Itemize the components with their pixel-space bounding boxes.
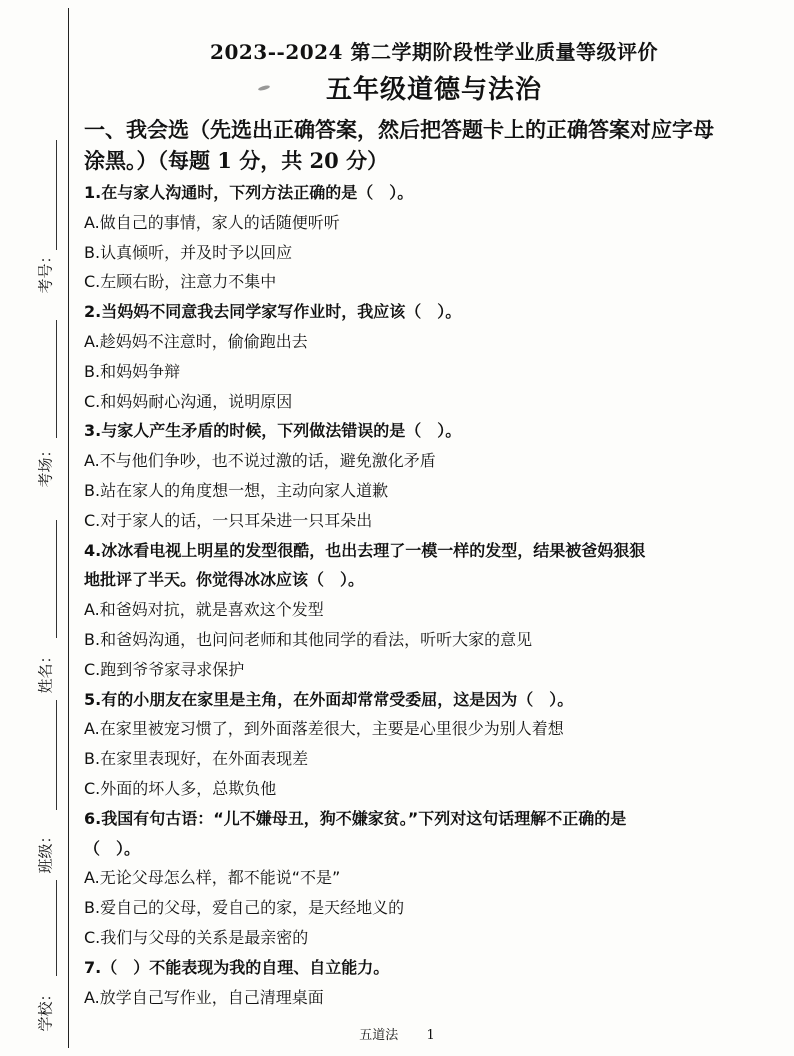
question-list [84, 178, 784, 1012]
answer-option-b: B.爱自己的父母，爱自己的家，是天经地义的 [84, 898, 405, 918]
blank-line [56, 520, 57, 638]
answer-option-a: A.无论父母怎么样，都不能说“不是” [84, 868, 341, 888]
question-6 [84, 804, 784, 953]
question-2 [84, 297, 784, 416]
side-field-class [22, 700, 66, 890]
answer-option-c: C.左顾右盼，注意力不集中 [84, 272, 277, 292]
section-heading-line-2: 涂黑。）（每题 1 分，共 20 分） [84, 148, 389, 173]
side-label: 姓名： [36, 648, 55, 694]
question-1 [84, 178, 784, 297]
question-3 [84, 416, 784, 535]
binding-line [68, 8, 69, 1048]
answer-option-c: C.外面的坏人多，总欺负他 [84, 778, 277, 798]
exam-title: 2023--2024 第二学期阶段性学业质量等级评价 [210, 40, 658, 64]
answer-option-b: B.站在家人的角度想一想，主动向家人道歉 [84, 480, 389, 500]
question-stem: 2.当妈妈不同意我去同学家写作业时，我应该（ ）。 [84, 302, 462, 322]
answer-option-a: A.在家里被宠习惯了，到外面落差很大，主要是心里很少为别人着想 [84, 719, 564, 739]
section-heading [84, 114, 784, 176]
question-stem: （ ）。 [84, 838, 141, 858]
side-label: 考号： [36, 248, 55, 294]
side-label: 班级： [36, 828, 55, 874]
answer-option-c: C.和妈妈耐心沟通，说明原因 [84, 391, 293, 411]
page-number: 1 [426, 1028, 435, 1043]
answer-option-c: C.对于家人的话，一只耳朵进一只耳朵出 [84, 510, 373, 530]
question-stem: 7.（ ）不能表现为我的自理、自立能力。 [84, 957, 390, 977]
blank-line [56, 700, 57, 810]
section-heading-line-1: 一、我会选（先选出正确答案，然后把答题卡上的正确答案对应字母 [84, 117, 714, 142]
answer-option-a: A.放学自己写作业，自己清理桌面 [84, 987, 324, 1007]
blank-line [56, 140, 57, 250]
answer-option-a: A.做自己的事情，家人的话随便听听 [84, 212, 340, 232]
question-stem: 6.我国有句古语：“儿不嫌母丑，狗不嫌家贫。”下列对这句话理解不正确的是 [84, 808, 627, 828]
footer-label: 五道法 [359, 1028, 399, 1043]
answer-option-a: A.不与他们争吵，也不说过激的话，避免激化矛盾 [84, 451, 436, 471]
question-stem: 5.有的小朋友在家里是主角，在外面却常常受委屈，这是因为（ ）。 [84, 689, 574, 709]
question-7 [84, 953, 784, 1013]
question-stem: 1.在与家人沟通时，下列方法正确的是（ ）。 [84, 183, 414, 202]
answer-option-c: C.我们与父母的关系是最亲密的 [84, 927, 309, 947]
side-field-exam-room [22, 320, 66, 520]
answer-option-b: B.和妈妈争辩 [84, 361, 181, 381]
exam-content [84, 36, 784, 1012]
question-stem: 3.与家人产生矛盾的时候，下列做法错误的是（ ）。 [84, 421, 462, 441]
side-field-name [22, 520, 66, 710]
subject-title: 五年级道德与法治 [325, 75, 542, 105]
answer-option-a: A.趁妈妈不注意时，偷偷跑出去 [84, 331, 308, 351]
answer-option-b: B.和爸妈沟通，也问问老师和其他同学的看法，听听大家的意见 [84, 629, 533, 649]
side-label: 学校： [36, 986, 55, 1032]
answer-option-a: A.和爸妈对抗，就是喜欢这个发型 [84, 600, 324, 620]
blank-line [56, 320, 57, 438]
side-field-exam-number [22, 140, 66, 340]
question-4 [84, 536, 784, 685]
answer-option-b: B.认真倾听，并及时予以回应 [84, 242, 293, 262]
answer-option-b: B.在家里表现好，在外面表现差 [84, 749, 309, 769]
blank-line [56, 880, 57, 976]
page-footer [0, 1024, 794, 1043]
side-label: 考场： [36, 442, 55, 488]
answer-option-c: C.跑到爷爷家寻求保护 [84, 659, 245, 679]
question-stem: 地批评了半天。你觉得冰冰应该（ ）。 [84, 570, 365, 590]
question-stem: 4.冰冰看电视上明星的发型很酷，也出去理了一模一样的发型，结果被爸妈狠狠 [84, 540, 646, 560]
question-5 [84, 685, 784, 804]
